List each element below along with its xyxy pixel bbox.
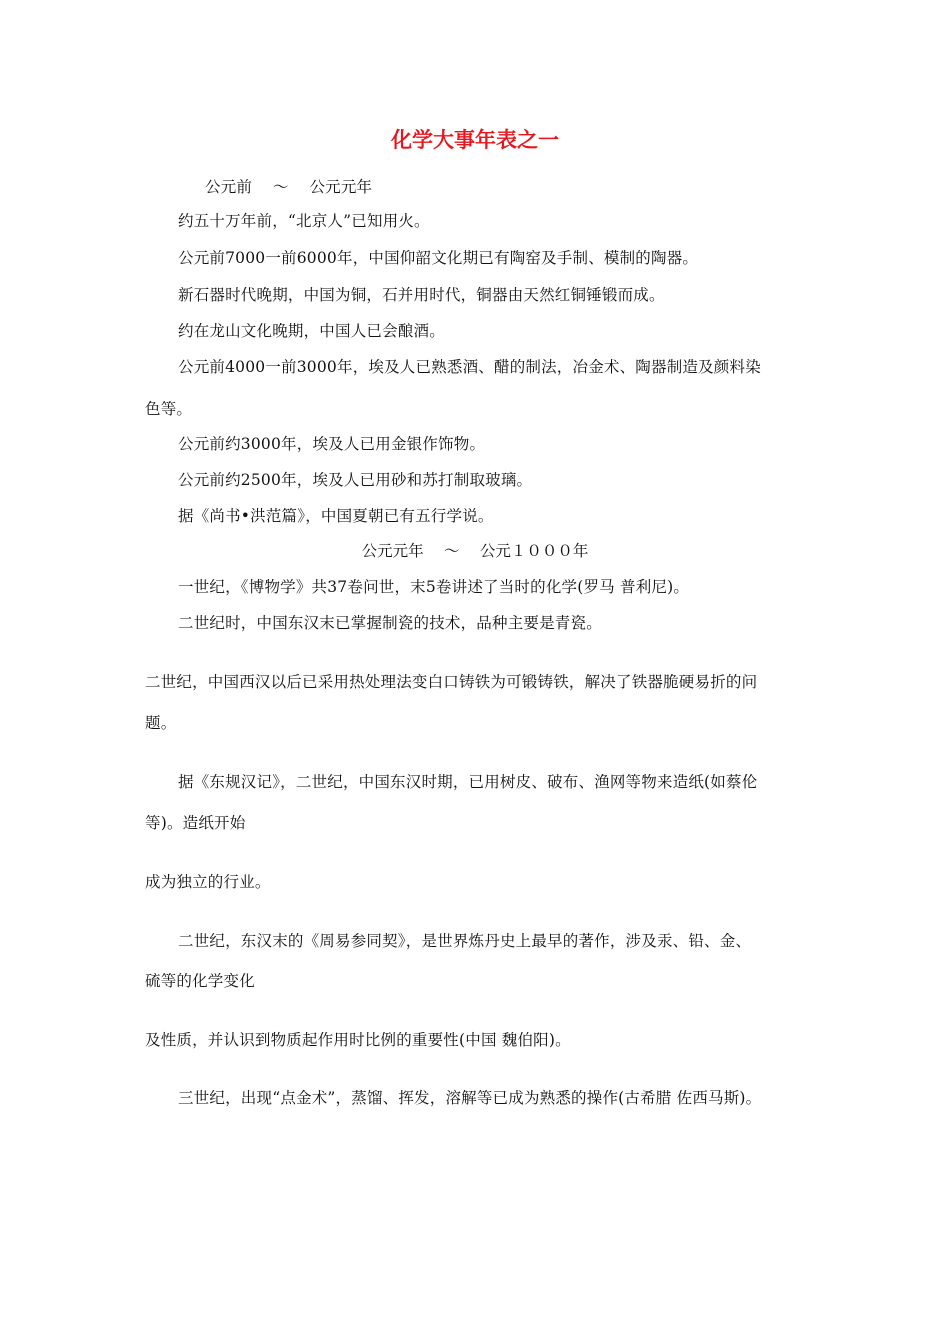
paragraph-line: 一世纪，《博物学》共37卷问世，末5卷讲述了当时的化学(罗马 普利尼)。 <box>178 578 690 596</box>
paragraph-line: 硫等的化学变化 <box>145 972 255 990</box>
paragraph-line: 约在龙山文化晚期，中国人已会酿酒。 <box>178 322 445 340</box>
paragraph-line: 新石器时代晚期，中国为铜，石并用时代，铜器由天然红铜锤锻而成。 <box>178 286 665 304</box>
era-heading-2: 公元元年 ～ 公元１０００年 <box>361 542 589 560</box>
page-title: 化学大事年表之一 <box>391 127 559 152</box>
paragraph-line: 约五十万年前，“北京人”已知用火。 <box>178 212 430 230</box>
paragraph-line: 题。 <box>145 714 177 732</box>
paragraph-line: 三世纪，出现“点金术”，蒸馏、挥发，溶解等已成为熟悉的操作(古希腊 佐西马斯)。 <box>178 1089 762 1107</box>
paragraph-line: 色等。 <box>145 400 193 418</box>
paragraph-line: 二世纪，中国西汉以后已采用热处理法变白口铸铁为可锻铸铁，解决了铁器脆硬易折的问 <box>145 673 758 691</box>
paragraph-line: 成为独立的行业。 <box>145 873 271 891</box>
paragraph-line: 据《尚书•洪范篇》，中国夏朝已有五行学说。 <box>178 507 494 525</box>
paragraph-line: 等)。造纸开始 <box>145 814 246 832</box>
paragraph-line: 二世纪，东汉末的《周易参同契》，是世界炼丹史上最早的著作，涉及汞、铅、金、 <box>178 932 752 950</box>
paragraph-line: 公元前约2500年，埃及人已用砂和苏打制取玻璃。 <box>178 471 533 489</box>
paragraph-line: 二世纪时，中国东汉末已掌握制瓷的技术，品种主要是青瓷。 <box>178 614 602 632</box>
paragraph-line: 据《东规汉记》，二世纪，中国东汉时期，已用树皮、破布、渔网等物来造纸(如蔡伦 <box>178 773 758 791</box>
era-heading-1: 公元前 ～ 公元元年 <box>205 178 373 196</box>
paragraph-line: 公元前7000一前6000年，中国仰韶文化期已有陶窑及手制、模制的陶器。 <box>178 249 699 267</box>
paragraph-line: 及性质，并认识到物质起作用时比例的重要性(中国 魏伯阳)。 <box>145 1031 571 1049</box>
paragraph-line: 公元前约3000年，埃及人已用金银作饰物。 <box>178 435 486 453</box>
paragraph-line: 公元前4000一前3000年，埃及人已熟悉酒、醋的制法，冶金术、陶器制造及颜料染 <box>178 358 761 376</box>
